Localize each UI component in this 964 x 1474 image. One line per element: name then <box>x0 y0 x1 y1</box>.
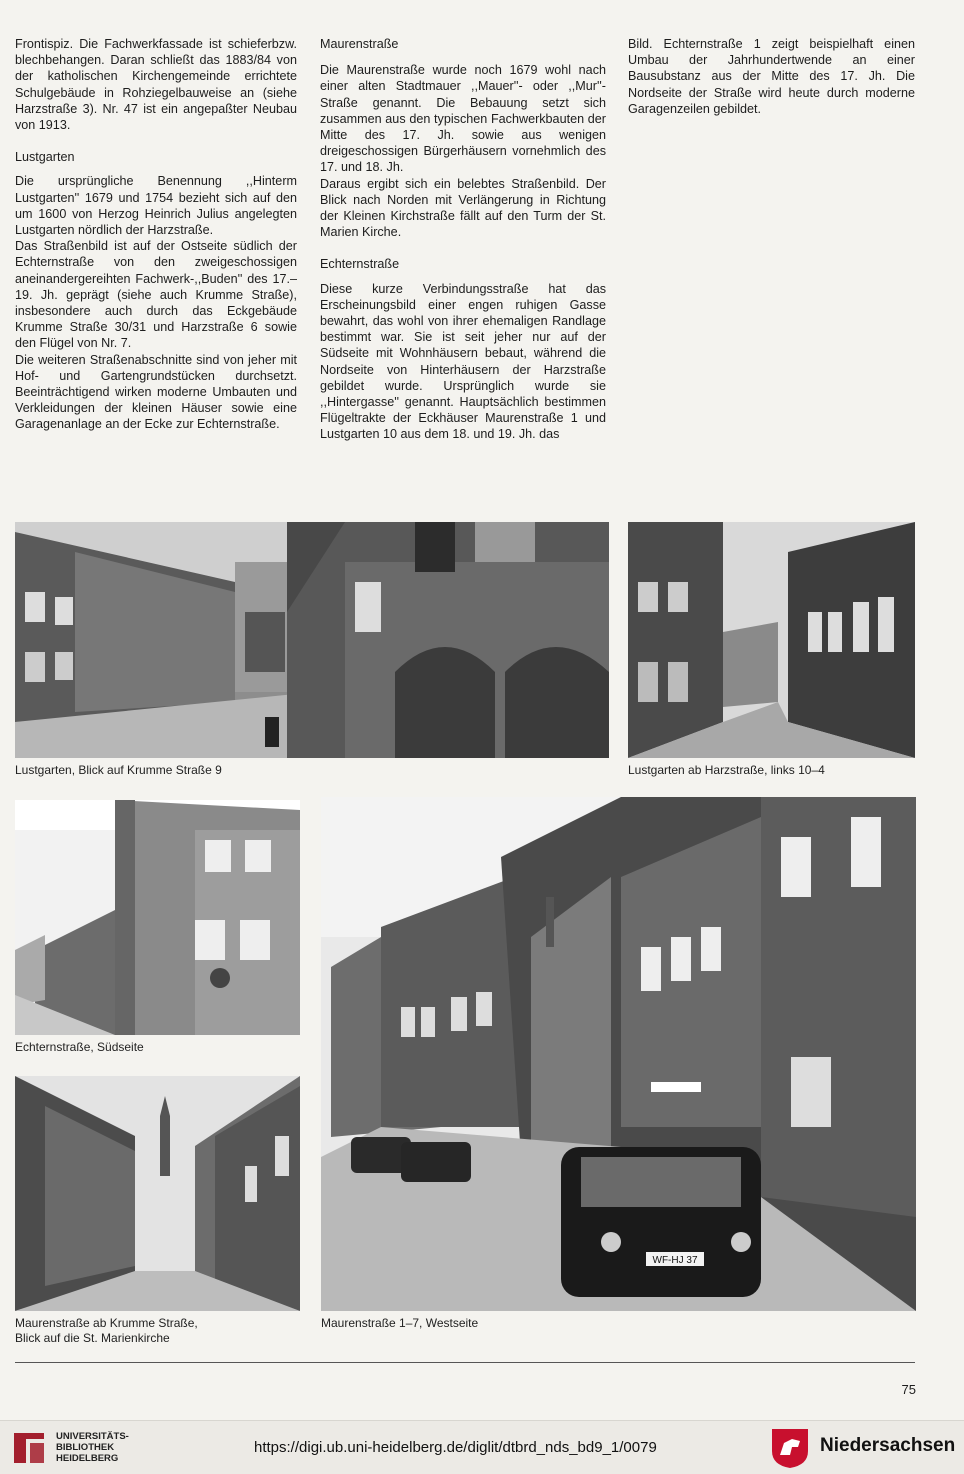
footer-bar <box>0 1420 964 1474</box>
photo-maurenstrasse-marienkirche <box>15 1076 300 1311</box>
paragraph: Das Straßenbild ist auf der Ostseite südlich der Echternstraße von den zweigeschossigen aneinandergereihten Fachwerk-,,Buden'' des 17.–19. Jh. geprägt (siehe auch Krumme Straße), insbesondere auch durch das Eckgebäude Krumme Straße 30/31 und Harzstraße 6 sowie den Flügel von Nr. 7. <box>15 239 297 351</box>
niedersachsen-crest-icon <box>770 1427 810 1469</box>
license-plate: WF-HJ 37 <box>652 1255 698 1266</box>
paragraph: Die Maurenstraße wurde noch 1679 wohl nach einer alten Stadtmauer ,,Mauer''- oder ,,Mur''-Straße genannt. Die Bebauung setzt sich zusammen aus den typischen Fachwerkbauten der Mitte des 17. Jh. sowie aus wenigen dreigeschossigen Bürgerhäusern vornehmlich des 17. und 18. Jh. <box>320 63 606 175</box>
text-column-2 <box>320 36 606 443</box>
caption-photo5: Maurenstraße 1–7, Westseite <box>321 1316 479 1330</box>
photo-lustgarten-harzstrasse <box>628 522 915 758</box>
paragraph: Diese kurze Verbindungsstraße hat das Erscheinungsbild einer engen ruhigen Gasse bewahrt, das wohl von ihrer ehemaligen Randlage bestimmt war. Sie ist seit jeher nur auf der Südseite mit Wohnhäusern bebaut, während die Nordseite von Hinterhäusern der Harzstraße gebildet wurde. Ursprünglich wurde sie ,,Hintergasse'' genannt. Hauptsächlich bestimmen Flügeltrakte der Eckhäuser Maurenstraße 1 und Lustgarten 10 aus dem 18. und 19. Jh. das <box>320 281 606 442</box>
divider <box>15 1362 915 1363</box>
state-name: Niedersachsen <box>820 1435 956 1456</box>
section-heading-maurenstrasse: Maurenstraße <box>320 37 399 51</box>
paragraph: Die weiteren Straßenabschnitte sind von jeher mit Hof- und Gartengrundstücken durchsetzt. Beeinträchtigend wirken moderne Umbauten und Verkleidungen der kleinen Häuser sowie eine Garagenanlage an der Ecke zur Echternstraße. <box>15 352 297 432</box>
paragraph: Bild. Echternstraße 1 zeigt beispielhaft einen Umbau der Jahrhundertwende an einer Bausubstanz aus der Mitte des 17. Jh. Die Nordseite der Straße wird heute durch moderne Garagenzeilen gebildet. <box>628 37 915 116</box>
university-logo-icon <box>10 1429 50 1467</box>
text-column-1 <box>15 36 297 433</box>
page-number: 75 <box>901 1382 916 1397</box>
photo-maurenstrasse-westseite <box>321 797 916 1311</box>
caption-photo2: Lustgarten ab Harzstraße, links 10–4 <box>628 763 825 777</box>
caption-photo1: Lustgarten, Blick auf Krumme Straße 9 <box>15 763 222 777</box>
university-name: UNIVERSITÄTS- BIBLIOTHEK HEIDELBERG <box>56 1431 129 1464</box>
caption-photo4-line2: Blick auf die St. Marienkirche <box>15 1331 170 1345</box>
paragraph: Die ursprüngliche Benennung ,,Hinterm Lustgarten'' 1679 und 1754 bezieht sich auf den um 1600 von Herzog Heinrich Julius angelegten Lustgarten nördlich der Harzstraße. <box>15 174 297 238</box>
paragraph: Frontispiz. Die Fachwerkfassade ist schieferbzw. blechbehangen. Daran schließt das 1883/84 von der katholischen Kirchengemeinde errichtete Schulgebäude in Rohziegelbauweise an (siehe Harzstraße 3). Nr. 47 ist ein angepaßter Neubau von 1913. <box>15 37 297 133</box>
photo-echternstrasse-suedseite <box>15 800 300 1035</box>
paragraph: Daraus ergibt sich ein belebtes Straßenbild. Der Blick nach Norden mit Verlängerung in Richtung der Kleinen Kirchstraße fällt auf den Turm der St. Marien Kirche. <box>320 176 606 240</box>
caption-photo3: Echternstraße, Südseite <box>15 1040 144 1054</box>
photo-lustgarten-krumme-strasse <box>15 522 609 758</box>
section-heading-lustgarten: Lustgarten <box>15 150 75 165</box>
source-url-link[interactable]: https://digi.ub.uni-heidelberg.de/diglit/dtbrd_nds_bd9_1/0079 <box>254 1439 657 1456</box>
text-column-3 <box>628 36 915 117</box>
section-heading-echternstrasse: Echternstraße <box>320 257 400 272</box>
caption-photo4-line1: Maurenstraße ab Krumme Straße, <box>15 1316 198 1330</box>
